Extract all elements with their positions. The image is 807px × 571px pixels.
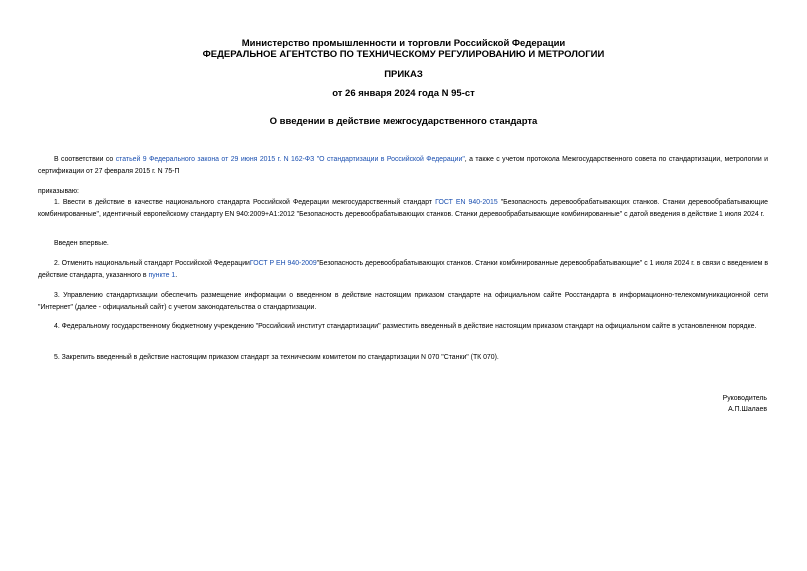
intro-paragraph [38,154,768,177]
item-2-paragraph [38,258,768,281]
federal-law-link[interactable]: статьей 9 Федерального закона от 29 июня 2015 г. N 162-ФЗ "О стандартизации в Российской Федерации" [115,156,465,163]
item-1-reference-link[interactable]: пункте 1 [148,271,176,279]
item-1-text-before: 1. Ввести в действие в качестве национального стандарта Российской Федерации межгосударственный стандарт [54,199,436,206]
order-statement [38,186,768,198]
prikazyvayu-text: приказываю: [38,188,79,195]
item-4-text: 4. Федеральному государственному бюджетному учреждению "Российский институт стандартизации" разместить введенный в действие настоящим приказом стандарт на официальном сайте в установленном порядке. [54,323,757,330]
intro-text-after: , а также с учетом протокола Межгосударственного совета по стандартизации, метрологии и сертификации от 27 февраля 2015 г. N 75-П [38,156,768,175]
signature-title: Руководитель [722,395,767,402]
item-1-paragraph [38,197,768,220]
gost-en-940-2015-link[interactable]: ГОСТ EN 940-2015 [435,199,498,206]
item-1-text-after: "Безопасность деревообрабатывающих станков. Станки деревообрабатывающие комбинированные", идентичный европейскому стандарту EN 940:2009+A1:2012 "Безопасность деревообрабатывающих станков. Станки деревообрабатывающие комбинированные" с датой введения в действие 1 июля 2024 г. [38,199,769,218]
gost-r-en-940-2009-link[interactable]: ГОСТ Р ЕН 940-2009 [249,260,317,267]
item-3-paragraph [38,290,768,313]
item-3-text: 3. Управлению стандартизации обеспечить размещение информации о введенном в действие настоящим приказом стандарте на официальном сайте Росстандарта в информационно-телекоммуникационной сети "Интернет" (далее - официальный сайт) с учетом законодательства о стандартизации. [38,292,768,311]
item-2-text-after: . [175,271,178,279]
signature-name: А.П.Шалаев [728,406,767,413]
item-5-paragraph [38,352,768,364]
intro-text-before: В соответствии со [54,156,116,163]
document-type: ПРИКАЗ [384,69,423,80]
document-date-number: от 26 января 2024 года N 95-ст [332,88,475,99]
introduced-first-time [38,238,768,250]
item-5-text: 5. Закрепить введенный в действие настоящим приказом стандарт за техническим комитетом по стандартизации N 070 "Станки" (ТК 070). [54,354,499,361]
ministry-name: Министерство промышленности и торговли Российской Федерации [241,38,566,49]
item-2-text-middle: "Безопасность деревообрабатывающих станков. Станки комбинированные деревообрабатывающие" с 1 июля 2024 г. в связи с введением в действие стандарта, указанного в [38,260,769,279]
item-4-paragraph [38,321,768,333]
item-2-text-before: 2. Отменить национальный стандарт Российской Федерации [54,260,250,267]
document-subject: О введении в действие межгосударственного стандарта [269,116,538,127]
agency-name: ФЕДЕРАЛЬНОЕ АГЕНТСТВО ПО ТЕХНИЧЕСКОМУ РЕГУЛИРОВАНИЮ И МЕТРОЛОГИИ [202,49,605,60]
vveden-text: Введен впервые. [54,240,109,247]
